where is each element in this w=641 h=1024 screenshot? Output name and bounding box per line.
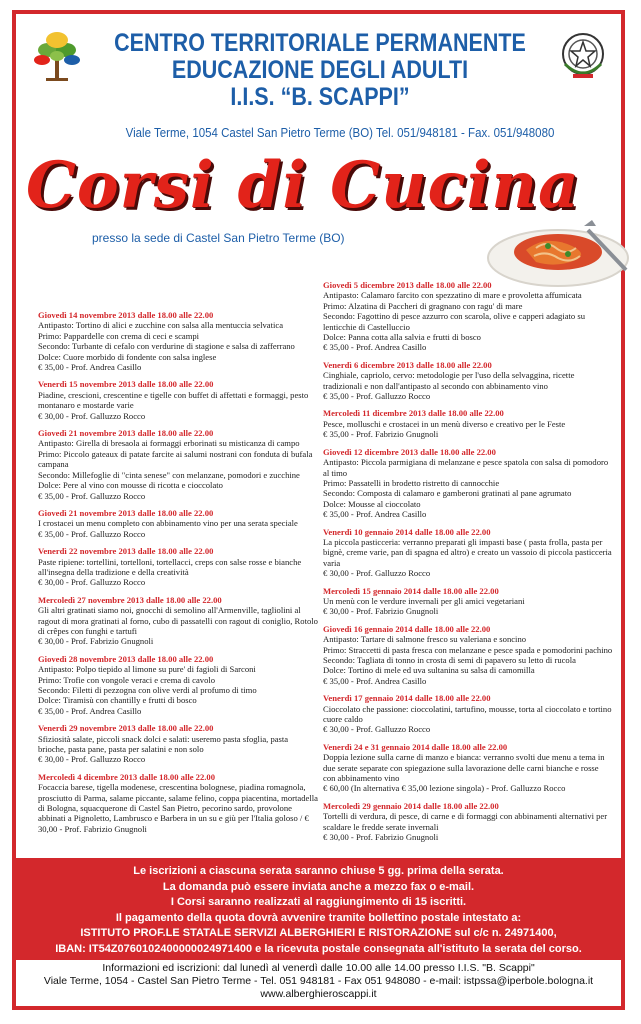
course-detail: Dolce: Tiramisù con chantilly e frutti di bosco — [38, 695, 197, 706]
course-detail: Antipasto: Girella di bresaola ai formaggi erborinati su misticanza di campo — [38, 438, 300, 449]
course-detail: Primo: Straccetti di pasta fresca con melanzane e pesce spada e pomodorini pachino — [323, 644, 613, 655]
course-entry — [38, 772, 318, 834]
course-entry — [38, 379, 318, 421]
course-date: Venerdì 6 dicembre 2013 dalle 18.00 alle 22.00 — [323, 359, 492, 370]
course-entry — [323, 408, 613, 439]
course-detail: La piccola pasticceria: verranno preparati gli impasti base ( pasta frolla, pasta per bignè, creme varie, pan di spagna ed altro) e creato un vassoio di piccola pasticceria varia — [323, 536, 612, 568]
course-date: Giovedì 21 novembre 2013 dalle 18.00 alle 22.00 — [38, 428, 214, 439]
course-detail: Primo: Pappardelle con crema di ceci e scampi — [38, 330, 200, 341]
course-detail: Cinghiale, capriolo, cervo: metodologie per l'uso della selvaggina, ricette tradizionali e non dall'antipasto al secondo con abbinamento vino — [323, 370, 575, 391]
notice-line: Il pagamento della quota dovrà avvenire tramite bollettino postale intestato a: — [115, 911, 522, 924]
course-date: Giovedì 21 novembre 2013 dalle 18.00 alle 22.00 — [38, 507, 214, 518]
footer-address-line[interactable]: Viale Terme, 1054 - Castel San Pietro Terme - Tel. 051 948181 - Fax 051 948080 - e-mail: istpssa@iperbole.bologna.it — [43, 975, 594, 987]
course-detail: € 30,00 - Prof. Fabrizio Gnugnoli — [323, 832, 439, 843]
footer-info-line: Informazioni ed iscrizioni: dal lunedì al venerdì dalle 10.00 alle 14.00 presso I.I.S. "B. Scappi" — [102, 962, 535, 974]
course-detail: € 35,00 - Prof. Andrea Casillo — [323, 342, 427, 353]
tree-logo-icon — [30, 28, 84, 84]
course-detail: Cioccolato che passione: cioccolatini, tartufino, mousse, torta al cioccolato e tortino cuore caldo — [323, 703, 612, 725]
course-detail: Primo: Alzatina di Paccheri di gragnano con ragu' di mare — [323, 300, 523, 311]
course-entry — [323, 527, 613, 579]
course-detail: Primo: Passatelli in brodetto ristretto di cannocchie — [323, 477, 500, 488]
course-detail: € 30,00 - Prof. Galluzzo Rocco — [323, 568, 431, 579]
notice-line: La domanda può essere inviata anche a mezzo fax o e-mail. — [162, 880, 475, 893]
course-detail: Gli altri gratinati siamo noi, gnocchi di semolino all'Armenville, tagliolini al ragout di mora gratinati al forno, cubo di passatelli con ragout di coniglio, Rotolo di crêpes con funghi e tartufi — [38, 605, 318, 636]
notice-line: I Corsi saranno realizzati al raggiungimento di 15 iscritti. — [170, 896, 467, 908]
course-detail: € 30,00 - Prof. Galluzzo Rocco — [38, 754, 146, 765]
course-entry — [38, 546, 318, 588]
course-detail: Dolce: Cuore morbido di fondente con salsa inglese — [38, 351, 217, 362]
course-detail: Secondo: Turbante di cefalo con verdurine di stagione e salsa di zafferrano — [38, 341, 295, 352]
course-date: Giovedì 28 novembre 2013 dalle 18.00 alle 22.00 — [38, 653, 214, 664]
course-detail: Primo: Piccolo gateaux di patate farcite ai salumi nostrani con fonduta di bufala campana — [38, 448, 313, 470]
course-detail: Secondo: Composta di calamaro e gamberoni gratinati al pane agrumato — [323, 488, 572, 499]
course-detail: Sfiziosità salate, piccoli snack dolci e salati: useremo pasta sfoglia, pasta brioche, pasta pane, pasta per salatini e non solo — [38, 733, 289, 755]
poster-title: Corsi di Cucina — [26, 148, 580, 223]
course-detail: Focaccia barese, tigella modenese, crescentina bolognese, piadina romagnola, prosciutto di Parma, salame piccante, salame felino, coppa piacentina, mortadella di Bologna, squacquerone di Castel San Pietro, pecorino sardo, provolone abbinati a Pignoletto, Lambrusco e Barbera in un su e giù per l'Italia goloso / € 30,00 - Prof. Fabrizio Gnugnoli — [38, 782, 318, 834]
contact-footer — [16, 962, 621, 1001]
course-detail: Dolce: Mousse al cioccolato — [323, 498, 421, 509]
notice-line: ISTITUTO PROF.LE STATALE SERVIZI ALBERGHIERI E RISTORAZIONE sul c/c n. 24971400, — [80, 927, 557, 939]
course-detail: Secondo: Filetti di pezzogna con olive verdi al profumo di timo — [38, 685, 257, 695]
course-detail: Tortelli di verdura, di pesce, di carne e di formaggi con abbinamenti alternativi per scaldare le fredde serate invernali — [323, 811, 608, 832]
course-entry — [323, 280, 613, 353]
course-entry — [38, 654, 318, 716]
course-date: Mercoledì 15 gennaio 2014 dalle 18.00 alle 22.00 — [323, 585, 499, 596]
course-date: Mercoledì 27 novembre 2013 dalle 18.00 alle 22.00 — [38, 594, 222, 605]
course-date: Mercoledì 4 dicembre 2013 dalle 18.00 alle 22.00 — [38, 771, 216, 782]
course-detail: € 35,00 - Prof. Andrea Casillo — [38, 362, 142, 373]
course-detail: Antipasto: Tartare di salmone fresco su valeriana e soncino — [323, 634, 527, 645]
course-date: Giovedì 16 gennaio 2014 dalle 18.00 alle 22.00 — [323, 623, 491, 634]
course-entry — [38, 428, 318, 501]
course-detail: Dolce: Panna cotta alla salvia e frutti di bosco — [323, 332, 481, 343]
course-detail: Antipasto: Piccola parmigiana di melanzane e pesce spatola con salsa di pomodoro al timo — [323, 457, 609, 478]
header-line-3: I.I.S. “B. SCAPPI” — [230, 83, 410, 111]
course-detail: € 35,00 - Prof. Galluzzo Rocco — [323, 391, 431, 402]
course-detail: Dolce: Pere al vino con mousse di ricotta e cioccolato — [38, 480, 223, 491]
italian-emblem-icon — [559, 30, 607, 82]
course-entry — [323, 447, 613, 520]
course-entry — [323, 586, 613, 617]
course-entry — [38, 595, 318, 647]
course-detail: Doppia lezione sulla carne di manzo e bianca: verranno svolti due menu a tema in due serate separate con spiegazione sulla lavorazione delle carni bianche e rosse con abbinamento vino — [323, 752, 605, 784]
notice-line: IBAN: IT54Z0760102400000024971400 e la ricevuta postale consegnata all'istituto la serata del corso. — [55, 942, 582, 955]
course-entry — [323, 801, 613, 843]
course-detail: Primo: Trofie con vongole veraci e crema di cavolo — [38, 674, 216, 685]
course-entry — [323, 624, 613, 686]
course-date: Venerdì 15 novembre 2013 dalle 18.00 alle 22.00 — [38, 379, 214, 390]
course-entry — [38, 723, 318, 765]
courses-right-column — [323, 280, 613, 850]
course-entry — [38, 310, 318, 372]
courses-left-column — [38, 310, 318, 841]
course-entry — [323, 742, 613, 794]
course-detail: € 35,00 - Prof. Andrea Casillo — [323, 509, 427, 520]
course-detail: € 30,00 - Prof. Fabrizio Gnugnoli — [38, 636, 154, 647]
course-detail: Secondo: Millefoglie di "cinta senese" con melanzane, pomodori e zucchine — [38, 469, 300, 480]
course-date: Venerdì 10 gennaio 2014 dalle 18.00 alle 22.00 — [323, 526, 491, 537]
school-address: Viale Terme, 1054 Castel San Pietro Terme (BO) Tel. 051/948181 - Fax. 051/948080 — [125, 126, 555, 140]
header-line-2: EDUCAZIONE DEGLI ADULTI — [171, 56, 469, 84]
course-detail: I crostacei un menu completo con abbinamento vino per una serata speciale — [38, 518, 298, 529]
course-date: Giovedì 12 dicembre 2013 dalle 18.00 alle 22.00 — [323, 446, 496, 457]
course-detail: Dolce: Tortino di mele ed uva sultanina su salsa di camomilla — [323, 665, 535, 676]
course-detail: Piadine, crescioni, crescentine e tigelle con buffet di affettati e formaggi, pesto montanaro e mostarde varie — [38, 389, 309, 411]
notice-line: Le iscrizioni a ciascuna serata saranno chiuse 5 gg. prima della serata. — [133, 865, 504, 877]
course-date: Venerdì 29 novembre 2013 dalle 18.00 alle 22.00 — [38, 723, 214, 734]
poster-subtitle: presso la sede di Castel San Pietro Terme (BO) — [92, 231, 345, 245]
course-detail: Antipasto: Polpo tiepido al limone su pure' di fagioli di Sarconi — [38, 664, 256, 675]
course-detail: € 35,00 - Prof. Fabrizio Gnugnoli — [323, 429, 439, 440]
course-detail: Antipasto: Tortino di alici e zucchine con salsa alla mentuccia selvatica — [38, 320, 284, 331]
course-date: Venerdì 24 e 31 gennaio 2014 dalle 18.00 alle 22.00 — [323, 741, 508, 752]
course-date: Giovedì 14 novembre 2013 dalle 18.00 alle 22.00 — [38, 310, 214, 320]
course-detail: € 35,00 - Prof. Andrea Casillo — [323, 675, 427, 686]
pasta-plate-image — [476, 200, 632, 292]
course-entry — [38, 508, 318, 539]
course-date: Venerdì 22 novembre 2013 dalle 18.00 alle 22.00 — [38, 546, 214, 557]
course-detail: € 30,00 - Prof. Galluzzo Rocco — [38, 410, 146, 421]
course-detail: Pesce, molluschi e crostacei in un menù diverso e creativo per le Feste — [323, 418, 566, 429]
course-detail: Un menù con le verdure invernali per gli amici vegetariani — [323, 595, 525, 606]
course-detail: Secondo: Tagliata di tonno in crosta di semi di papavero su letto di rucola — [323, 655, 576, 665]
header-line-1: CENTRO TERRITORIALE PERMANENTE — [114, 29, 526, 57]
course-detail: € 30,00 - Prof. Galluzzo Rocco — [323, 724, 431, 735]
course-detail: € 35,00 - Prof. Galluzzo Rocco — [38, 528, 146, 539]
course-detail: Secondo: Fagottino di pesce azzurro con scarola, olive e capperi adagiato su lenticchie di Castelluccio — [323, 311, 586, 332]
course-detail: Antipasto: Calamaro farcito con spezzatino di mare e provoletta affumicata — [323, 290, 582, 301]
course-detail: € 30,00 - Prof. Fabrizio Gnugnoli — [323, 606, 439, 617]
website-link[interactable]: www.alberghieroscappi.it — [260, 988, 377, 1000]
course-date: Mercoledì 29 gennaio 2014 dalle 18.00 alle 22.00 — [323, 800, 499, 811]
school-header — [80, 30, 560, 111]
course-date: Venerdì 17 gennaio 2014 dalle 18.00 alle 22.00 — [323, 693, 491, 704]
course-detail: Paste ripiene: tortellini, tortelloni, tortellacci, creps con salse rosse e bianche all'insegna della tradizione e della creatività — [38, 556, 302, 577]
course-detail: € 35,00 - Prof. Andrea Casillo — [38, 705, 142, 716]
course-date: Mercoledì 11 dicembre 2013 dalle 18.00 alle 22.00 — [323, 408, 504, 419]
course-entry — [323, 360, 613, 402]
enrollment-notice — [16, 858, 621, 960]
course-entry — [323, 693, 613, 735]
course-date: Giovedì 5 dicembre 2013 dalle 18.00 alle 22.00 — [323, 280, 492, 290]
course-detail: € 60,00 (In alternativa € 35,00 lezione singola) - Prof. Galluzzo Rocco — [323, 783, 566, 794]
course-detail: € 30,00 - Prof. Galluzzo Rocco — [38, 577, 146, 588]
course-detail: € 35,00 - Prof. Galluzzo Rocco — [38, 490, 146, 501]
